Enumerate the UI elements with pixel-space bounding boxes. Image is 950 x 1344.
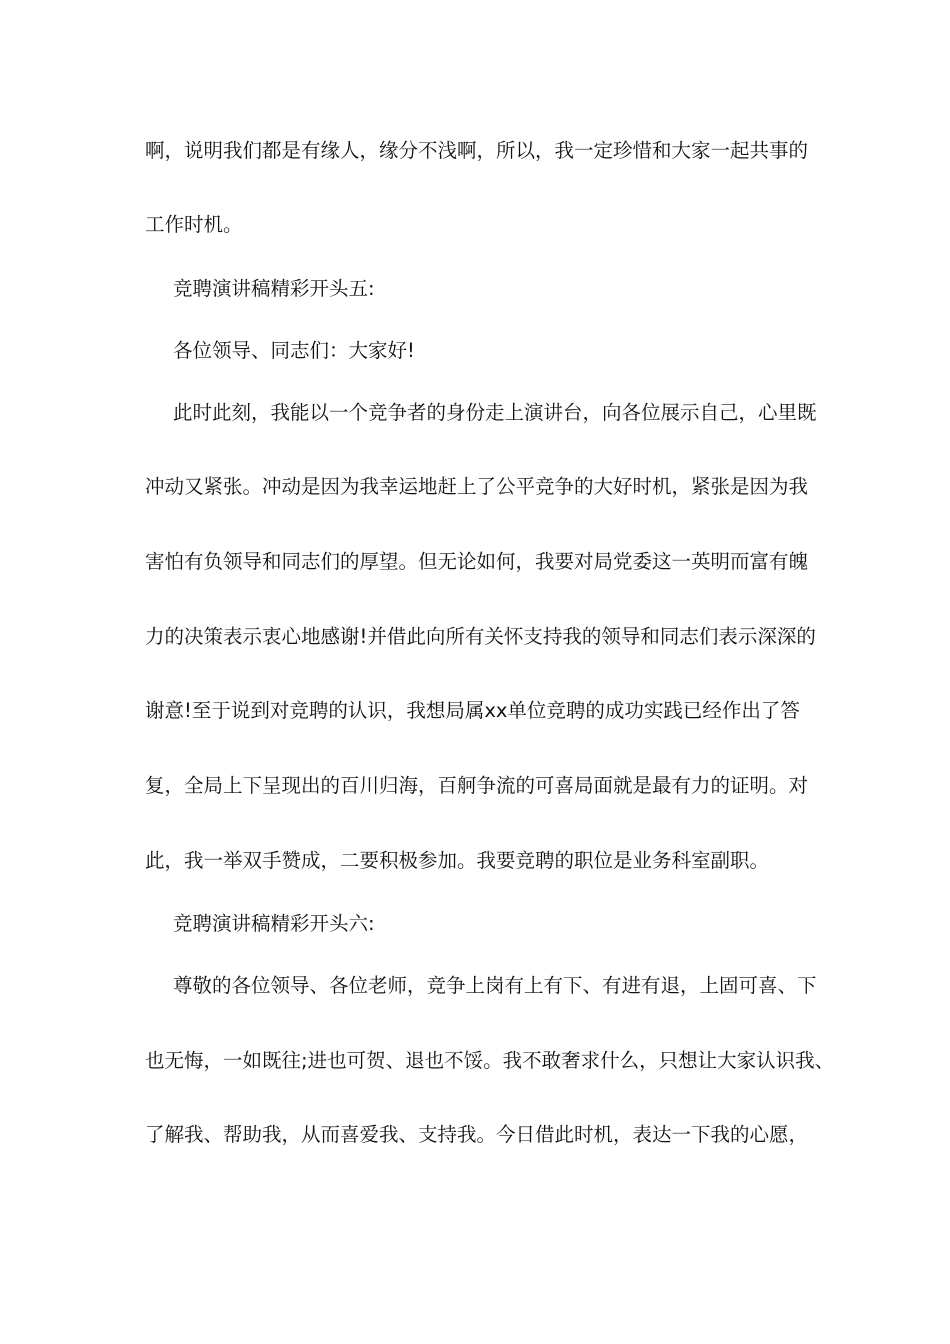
text-line: 力的决策表示衷心地感谢!并借此向所有关怀支持我的领导和同志们表示深深的 (145, 625, 816, 648)
text-line: 冲动又紧张。冲动是因为我幸运地赶上了公平竞争的大好时机，紧张是因为我 (145, 475, 809, 498)
salutation: 各位领导、同志们：大家好! (173, 339, 415, 362)
section-heading: 竞聘演讲稿精彩开头六: (173, 912, 375, 935)
text-line: 谢意!至于说到对竞聘的认识，我想局属xx单位竞聘的成功实践已经作出了答 (145, 699, 800, 722)
text-line: 也无悔，一如既往;进也可贺、退也不馁。我不敢奢求什么，只想让大家认识我、 (145, 1049, 835, 1072)
text-line: 啊，说明我们都是有缘人，缘分不浅啊，所以，我一定珍惜和大家一起共事的 (145, 139, 809, 162)
text-line: 复，全局上下呈现出的百川归海，百舸争流的可喜局面就是最有力的证明。对 (145, 774, 809, 797)
text-line: 此，我一举双手赞成，二要积极参加。我要竞聘的职位是业务科室副职。 (145, 849, 770, 872)
text-line: 害怕有负领导和同志们的厚望。但无论如何，我要对局党委这一英明而富有魄 (145, 550, 809, 573)
text-line: 此时此刻，我能以一个竞争者的身份走上演讲台，向各位展示自己，心里既 (173, 401, 817, 424)
text-line: 尊敬的各位领导、各位老师，竞争上岗有上有下、有进有退，上固可喜、下 (173, 974, 817, 997)
section-heading: 竞聘演讲稿精彩开头五: (173, 277, 375, 300)
text-line: 工作时机。 (145, 213, 243, 236)
text-line: 了解我、帮助我，从而喜爱我、支持我。今日借此时机，表达一下我的心愿， (145, 1123, 809, 1146)
